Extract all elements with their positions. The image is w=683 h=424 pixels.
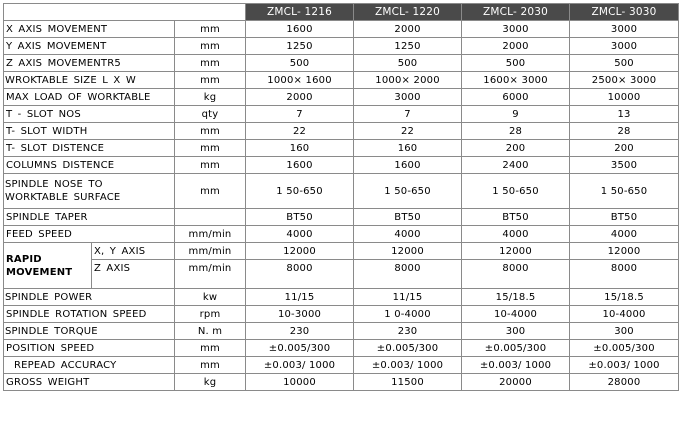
spec-value: 7: [246, 106, 354, 123]
spec-value: 4000: [462, 226, 570, 243]
spec-label: POSITION SPEED: [4, 340, 175, 357]
spec-unit: mm: [175, 21, 246, 38]
spec-unit: mm: [175, 38, 246, 55]
spec-value: 15/18.5: [462, 289, 570, 306]
spec-label-line: WORKTABLE SURFACE: [5, 192, 121, 203]
spec-value: 9: [462, 106, 570, 123]
spec-value: 4000: [570, 226, 679, 243]
spec-row: [4, 340, 679, 357]
spec-value: 1600: [246, 157, 354, 174]
spec-value: 500: [462, 55, 570, 72]
spec-value: BT50: [354, 209, 462, 226]
model-header: ZMCL- 3030: [570, 4, 679, 21]
spec-value: 12000: [246, 243, 354, 260]
spec-value: BT50: [570, 209, 679, 226]
spec-unit: mm: [175, 340, 246, 357]
spec-value: ±0.005/300: [246, 340, 354, 357]
spec-value: 2000: [462, 38, 570, 55]
spec-row: [4, 38, 679, 55]
spec-row: [4, 357, 679, 374]
spec-unit: mm: [175, 55, 246, 72]
spec-value: 8000: [462, 260, 570, 289]
spec-value: 1600: [354, 157, 462, 174]
spec-value: 12000: [462, 243, 570, 260]
rapid-label-line: MOVEMENT: [6, 266, 73, 278]
spec-label: FEED SPEED: [4, 226, 175, 243]
spec-value: 28: [570, 123, 679, 140]
spec-value: 8000: [246, 260, 354, 289]
spec-value: 1600× 3000: [462, 72, 570, 89]
spec-value: ±0.003/ 1000: [462, 357, 570, 374]
model-header: ZMCL- 1216: [246, 4, 354, 21]
spec-value: 8000: [354, 260, 462, 289]
spec-value: 160: [354, 140, 462, 157]
spec-value: 300: [570, 323, 679, 340]
spec-table: [3, 3, 679, 391]
spec-value: 1250: [246, 38, 354, 55]
spec-value: BT50: [462, 209, 570, 226]
spec-value: 1 50-650: [462, 174, 570, 209]
spec-label: WROKTABLE SIZE L X W: [4, 72, 175, 89]
spec-value: 3000: [462, 21, 570, 38]
spec-label: MAX LOAD OF WORKTABLE: [4, 89, 175, 106]
spec-value: 2400: [462, 157, 570, 174]
spec-table-container: [3, 3, 679, 391]
spec-value: 1250: [354, 38, 462, 55]
spec-value: 4000: [354, 226, 462, 243]
spec-label: COLUMNS DISTENCE: [4, 157, 175, 174]
spec-label: [4, 174, 175, 209]
spec-value: ±0.005/300: [354, 340, 462, 357]
spec-value: 10-4000: [462, 306, 570, 323]
spec-row: [4, 306, 679, 323]
spec-value: 230: [354, 323, 462, 340]
spec-label: GROSS WEIGHT: [4, 374, 175, 391]
spec-value: 500: [570, 55, 679, 72]
spec-row: [4, 106, 679, 123]
spec-value: 11/15: [246, 289, 354, 306]
spec-value: 22: [246, 123, 354, 140]
spec-unit: N. m: [175, 323, 246, 340]
model-header: ZMCL- 2030: [462, 4, 570, 21]
spec-value: 8000: [570, 260, 679, 289]
spec-row: [4, 226, 679, 243]
spec-value: 1 50-650: [570, 174, 679, 209]
spec-label: Z AXIS MOVEMENTR5: [4, 55, 175, 72]
spec-value: 200: [462, 140, 570, 157]
model-header: ZMCL- 1220: [354, 4, 462, 21]
spec-value: 160: [246, 140, 354, 157]
spec-sublabel: X, Y AXIS: [92, 243, 175, 260]
spec-row: [4, 289, 679, 306]
spec-value: 28000: [570, 374, 679, 391]
spec-label: X AXIS MOVEMENT: [4, 21, 175, 38]
spec-row: [4, 89, 679, 106]
spec-label: SPINDLE POWER: [4, 289, 175, 306]
spec-label: REPEAD ACCURACY: [4, 357, 175, 374]
spec-value: 7: [354, 106, 462, 123]
spec-row: [4, 55, 679, 72]
spec-label: T- SLOT DISTENCE: [4, 140, 175, 157]
rapid-z-row: [4, 260, 679, 289]
spec-unit: mm: [175, 157, 246, 174]
spec-value: 15/18.5: [570, 289, 679, 306]
spec-value: 230: [246, 323, 354, 340]
header-blank-cell: [4, 4, 246, 21]
spec-unit: kw: [175, 289, 246, 306]
spec-value: 1000× 1600: [246, 72, 354, 89]
spec-label: T- SLOT WIDTH: [4, 123, 175, 140]
spec-value: 200: [570, 140, 679, 157]
spec-value: 22: [354, 123, 462, 140]
spec-value: 1 0-4000: [354, 306, 462, 323]
spec-row: [4, 21, 679, 38]
spec-unit: qty: [175, 106, 246, 123]
spec-unit: mm/min: [175, 226, 246, 243]
spec-unit: mm: [175, 123, 246, 140]
spec-label: T - SLOT NOS: [4, 106, 175, 123]
spec-unit: kg: [175, 374, 246, 391]
spec-value: 2500× 3000: [570, 72, 679, 89]
spec-value: 500: [354, 55, 462, 72]
spec-value: 10000: [246, 374, 354, 391]
spec-row: [4, 174, 679, 209]
spec-row: [4, 157, 679, 174]
spec-value: ±0.005/300: [570, 340, 679, 357]
spec-value: 10-4000: [570, 306, 679, 323]
spec-label: SPINDLE ROTATION SPEED: [4, 306, 175, 323]
spec-value: 6000: [462, 89, 570, 106]
spec-value: 3000: [570, 21, 679, 38]
rapid-label-line: RAPID: [6, 253, 42, 265]
spec-unit: mm: [175, 140, 246, 157]
spec-value: 4000: [246, 226, 354, 243]
spec-value: ±0.003/ 1000: [246, 357, 354, 374]
spec-row: [4, 123, 679, 140]
rapid-movement-label: [4, 243, 92, 289]
rapid-xy-row: [4, 243, 679, 260]
spec-value: 13: [570, 106, 679, 123]
header-row: [4, 4, 679, 21]
spec-row: [4, 374, 679, 391]
spec-value: 500: [246, 55, 354, 72]
spec-value: 1 50-650: [246, 174, 354, 209]
spec-unit: mm/min: [175, 243, 246, 260]
spec-unit: rpm: [175, 306, 246, 323]
spec-label-line: SPINDLE NOSE TO: [5, 179, 103, 190]
spec-value: 12000: [354, 243, 462, 260]
spec-value: 1000× 2000: [354, 72, 462, 89]
spec-value: 10-3000: [246, 306, 354, 323]
spec-value: 2000: [246, 89, 354, 106]
spec-label: SPINDLE TAPER: [4, 209, 175, 226]
spec-unit: mm/min: [175, 260, 246, 289]
spec-value: BT50: [246, 209, 354, 226]
spec-value: ±0.003/ 1000: [354, 357, 462, 374]
spec-unit: mm: [175, 174, 246, 209]
spec-value: ±0.005/300: [462, 340, 570, 357]
spec-unit: mm: [175, 72, 246, 89]
spec-value: 300: [462, 323, 570, 340]
spec-row: [4, 140, 679, 157]
spec-value: 3000: [354, 89, 462, 106]
spec-value: 10000: [570, 89, 679, 106]
spec-value: 2000: [354, 21, 462, 38]
spec-row: [4, 209, 679, 226]
spec-row: [4, 323, 679, 340]
spec-value: 11500: [354, 374, 462, 391]
spec-value: 3500: [570, 157, 679, 174]
spec-value: 12000: [570, 243, 679, 260]
spec-value: 20000: [462, 374, 570, 391]
spec-value: 28: [462, 123, 570, 140]
spec-value: ±0.003/ 1000: [570, 357, 679, 374]
spec-label: SPINDLE TORQUE: [4, 323, 175, 340]
spec-unit: [175, 209, 246, 226]
spec-unit: kg: [175, 89, 246, 106]
spec-sublabel: Z AXIS: [92, 260, 175, 289]
spec-label: Y AXIS MOVEMENT: [4, 38, 175, 55]
spec-value: 1600: [246, 21, 354, 38]
spec-row: [4, 72, 679, 89]
spec-value: 3000: [570, 38, 679, 55]
spec-value: 11/15: [354, 289, 462, 306]
spec-value: 1 50-650: [354, 174, 462, 209]
spec-unit: mm: [175, 357, 246, 374]
